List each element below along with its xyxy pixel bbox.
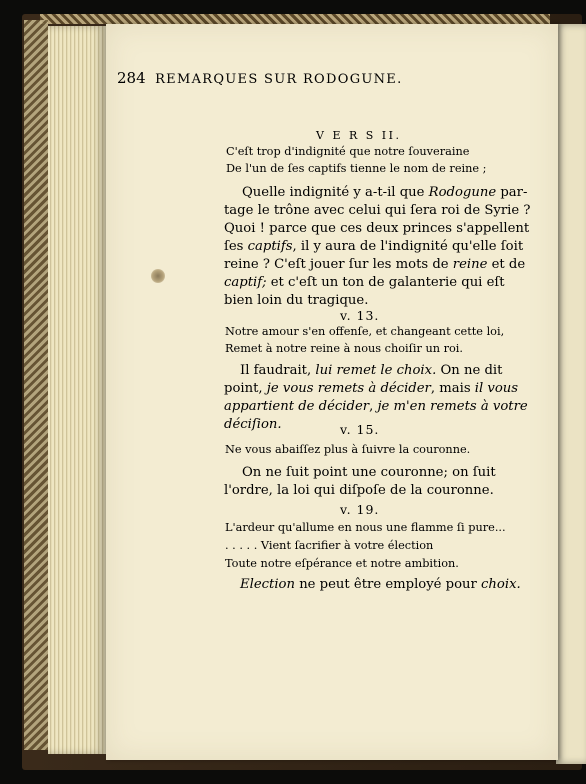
verse-reference-3: v. 15. xyxy=(340,422,380,437)
commentary-line: tage le trône avec celui qui ſera roi de Syrie ? xyxy=(224,203,531,218)
commentary-line: déciſion. xyxy=(224,417,282,432)
running-title: REMARQUES SUR RODOGUNE. xyxy=(155,72,403,87)
commentary-line: reine ? C'eſt jouer ſur les mots de reine et de xyxy=(224,257,526,272)
verse-line: C'eſt trop d'indignité que notre ſouveraine xyxy=(226,145,470,158)
commentary-line: appartient de décider, je m'en remets à votre xyxy=(224,399,528,414)
facing-page-edge xyxy=(556,24,586,764)
commentary-line: Quelle indignité y a-t-il que Rodogune par- xyxy=(242,185,528,200)
commentary-line: bien loin du tragique. xyxy=(224,293,369,308)
page-number: 284 xyxy=(117,69,146,87)
verse-line: Ne vous abaiſſez plus à ſuivre la couronne. xyxy=(225,443,471,456)
spine-decoration xyxy=(24,20,48,750)
verse-line: Remet à notre reine à nous choiſir un roi. xyxy=(225,342,464,355)
page-edges xyxy=(48,26,106,754)
commentary-line: Quoi ! parce que ces deux princes s'appellent xyxy=(224,221,530,236)
commentary-line: captif; et c'eſt un ton de galanterie qui eſt xyxy=(224,275,505,290)
cover-edge-decoration xyxy=(40,14,550,24)
page-stain xyxy=(151,269,165,283)
verse-line: L'ardeur qu'allume en nous une flamme ſi pure... xyxy=(225,521,506,534)
commentary-line: On ne ſuit point une couronne; on ſuit xyxy=(242,465,496,480)
verse-line: Notre amour s'en offenſe, et changeant cette loi, xyxy=(225,325,505,338)
commentary-line: Election ne peut être employé pour choix. xyxy=(240,577,521,592)
commentary-line: ſes captifs, il y aura de l'indignité qu'elle ſoit xyxy=(224,239,524,254)
commentary-line: Il faudrait, lui remet le choix. On ne dit xyxy=(240,363,503,378)
verse-line: . . . . . Vient ſacrifier à votre élection xyxy=(225,539,434,552)
verse-reference-1: V E R S II. xyxy=(316,129,402,142)
commentary-line: l'ordre, la loi qui diſpoſe de la couronne. xyxy=(224,483,494,498)
verse-line: De l'un de ſes captifs tienne le nom de reine ; xyxy=(226,162,487,175)
running-header xyxy=(117,71,403,86)
commentary-line: point, je vous remets à décider, mais il vous xyxy=(224,381,519,396)
verse-reference-4: v. 19. xyxy=(340,502,380,517)
verse-line: Toute notre eſpérance et notre ambition. xyxy=(225,557,459,570)
verse-reference-2: v. 13. xyxy=(340,308,380,323)
